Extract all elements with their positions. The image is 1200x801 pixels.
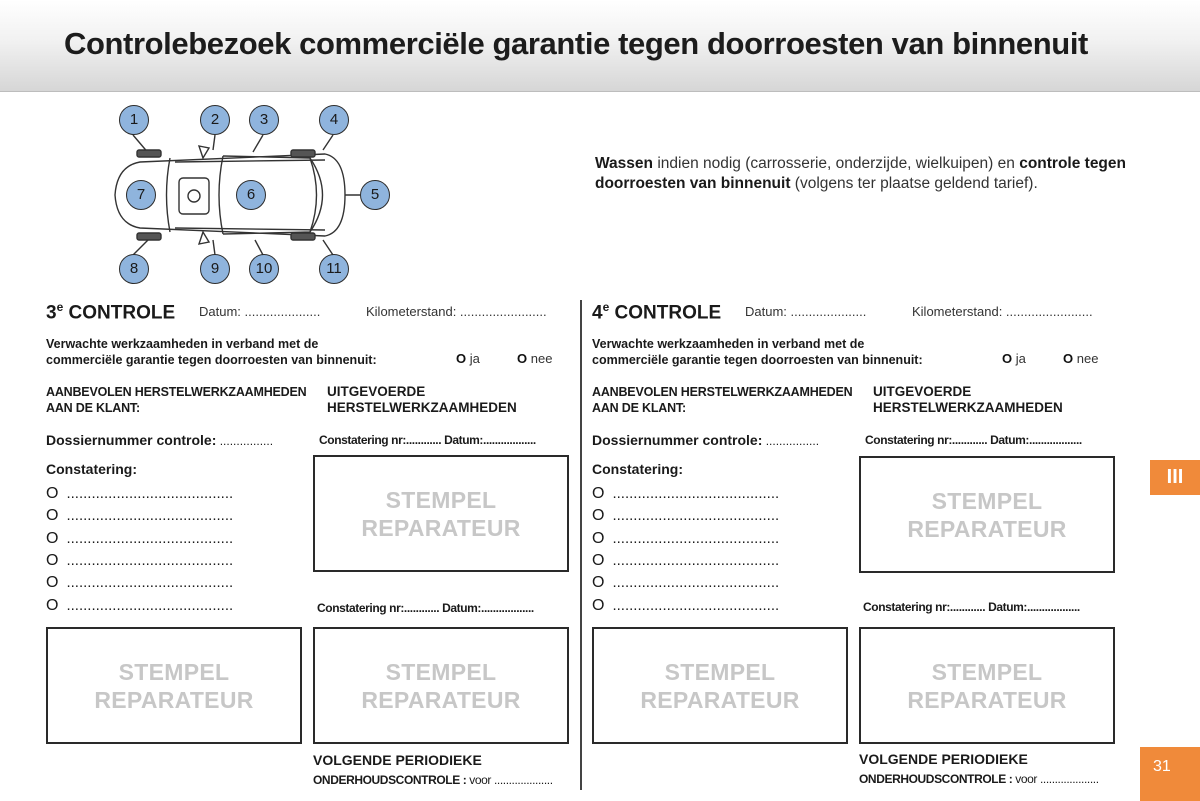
control-3-title: 3e CONTROLE (46, 300, 176, 324)
control-3-check-6[interactable]: O ........................................ (46, 597, 234, 614)
control-4-option-nee[interactable]: O nee (1063, 351, 1099, 366)
control-3-option-nee[interactable]: O nee (517, 351, 553, 366)
marker-10: 10 (249, 254, 279, 284)
page-title: Controlebezoek commerciële garantie tegen doorroesten van binnenuit (64, 26, 1088, 61)
control-3-check-1[interactable]: O ........................................ (46, 485, 234, 502)
marker-3: 3 (249, 105, 279, 135)
control-4-check-6[interactable]: O ........................................ (592, 597, 780, 614)
control-4-check-1[interactable]: O ........................................ (592, 485, 780, 502)
control-4-date: Datum: ..................... (745, 304, 867, 319)
control-4-check-3[interactable]: O ........................................ (592, 530, 780, 547)
control-3-performed: UITGEVOERDE HERSTELWERKZAAMHEDEN (327, 384, 517, 415)
control-4-stamp-1: STEMPEL REPARATEUR (859, 456, 1115, 573)
control-4-next-title: VOLGENDE PERIODIEKE (859, 751, 1028, 767)
marker-6: 6 (236, 180, 266, 210)
control-4-stamp-2: STEMPEL REPARATEUR (592, 627, 848, 744)
marker-8: 8 (119, 254, 149, 284)
marker-1: 1 (119, 105, 149, 135)
control-4-next-date: ONDERHOUDSCONTROLE : voor .................... (859, 772, 1099, 786)
marker-9: 9 (200, 254, 230, 284)
control-4-dossier: Dossiernummer controle: ................ (592, 432, 820, 448)
marker-7: 7 (126, 180, 156, 210)
control-3-stamp-1: STEMPEL REPARATEUR (313, 455, 569, 572)
control-3-km: Kilometerstand: ........................ (366, 304, 547, 319)
marker-5: 5 (360, 180, 390, 210)
control-3-constatering-label: Constatering: (46, 461, 137, 477)
control-3-stamp-3: STEMPEL REPARATEUR (313, 627, 569, 744)
control-3-finding-mid: Constatering nr:............ Datum:.................. (317, 601, 534, 615)
control-4-recommended: AANBEVOLEN HERSTELWERKZAAMHEDEN AAN DE KLANT: (592, 385, 853, 415)
page-header (0, 0, 1200, 92)
control-4-km: Kilometerstand: ........................ (912, 304, 1093, 319)
control-3-stamp-2: STEMPEL REPARATEUR (46, 627, 302, 744)
control-3-expected: Verwachte werkzaamheden in verband met de commerciële garantie tegen doorroesten van binnenuit: (46, 337, 377, 367)
control-3-check-3[interactable]: O ........................................ (46, 530, 234, 547)
intro-text (595, 154, 1155, 194)
control-4-option-ja[interactable]: O ja (1002, 351, 1026, 366)
intro-text-4: (volgens ter plaatse geldend tarief). (790, 175, 1038, 192)
marker-4: 4 (319, 105, 349, 135)
intro-rust-check: controle tegen doorroesten van binnenuit (595, 155, 1126, 192)
control-4-check-4[interactable]: O ........................................ (592, 552, 780, 569)
page-number: 31 (1140, 747, 1200, 801)
car-diagram (95, 100, 405, 290)
control-4-title: 4e CONTROLE (592, 300, 722, 324)
control-4-finding-head: Constatering nr:............ Datum:.................. (865, 433, 1082, 447)
marker-2: 2 (200, 105, 230, 135)
control-4-finding-mid: Constatering nr:............ Datum:.................. (863, 600, 1080, 614)
column-divider (580, 300, 582, 790)
control-3-check-2[interactable]: O ........................................ (46, 507, 234, 524)
control-3-check-4[interactable]: O ........................................ (46, 552, 234, 569)
intro-wash: Wassen (595, 155, 654, 172)
chapter-tab: III (1150, 460, 1200, 495)
control-4-performed: UITGEVOERDE HERSTELWERKZAAMHEDEN (873, 384, 1063, 415)
control-4-check-5[interactable]: O ........................................ (592, 574, 780, 591)
control-3-date: Datum: ..................... (199, 304, 321, 319)
control-3-next-date: ONDERHOUDSCONTROLE : voor .................... (313, 773, 553, 787)
control-4-stamp-3: STEMPEL REPARATEUR (859, 627, 1115, 744)
control-3-dossier: Dossiernummer controle: ................ (46, 432, 274, 448)
control-3-option-ja[interactable]: O ja (456, 351, 480, 366)
control-3-finding-head: Constatering nr:............ Datum:.................. (319, 433, 536, 447)
control-4-constatering-label: Constatering: (592, 461, 683, 477)
control-3-check-5[interactable]: O ........................................ (46, 574, 234, 591)
intro-text-2: indien nodig (carrosserie, onderzijde, wielkuipen) en (653, 155, 1020, 172)
control-4-check-2[interactable]: O ........................................ (592, 507, 780, 524)
marker-11: 11 (319, 254, 349, 284)
control-3-next-title: VOLGENDE PERIODIEKE (313, 752, 482, 768)
control-3-recommended: AANBEVOLEN HERSTELWERKZAAMHEDEN AAN DE KLANT: (46, 385, 307, 415)
control-4-expected: Verwachte werkzaamheden in verband met de commerciële garantie tegen doorroesten van binnenuit: (592, 337, 923, 367)
